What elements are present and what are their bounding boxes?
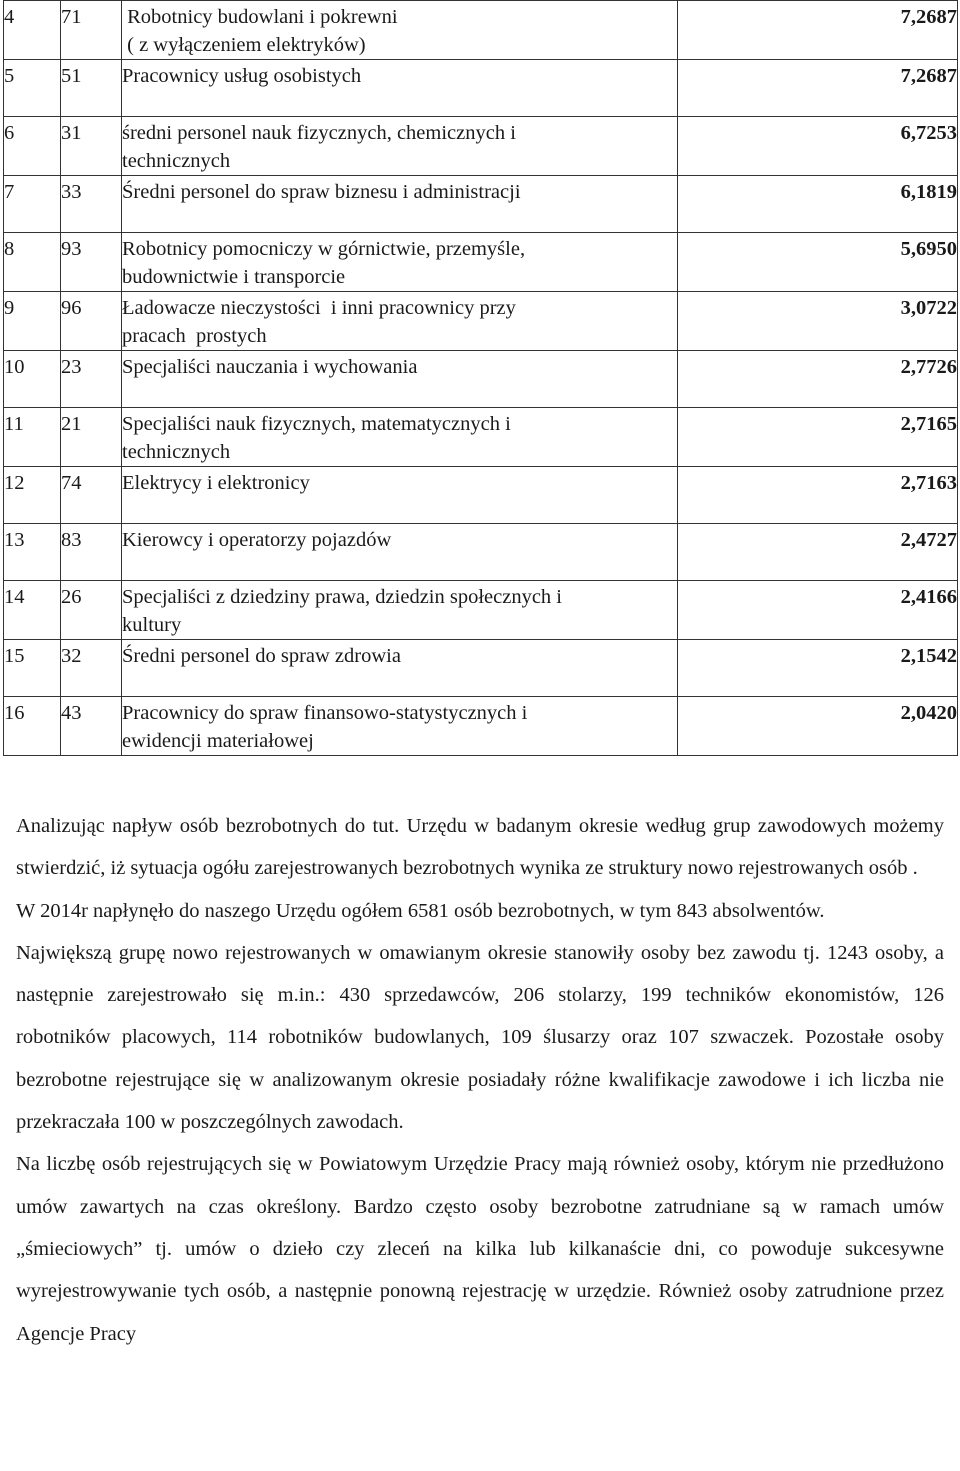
code-value: 96 [61,297,82,319]
rank-value: 14 [4,586,25,608]
rank-value: 8 [4,238,15,260]
name-line: Kierowcy i operatorzy pojazdów [122,529,392,551]
code-cell [61,1,122,60]
value-cell [678,524,958,581]
name-cell [122,1,678,60]
name-line: ewidencji materiałowej [122,730,314,752]
rank-cell [4,176,61,233]
name-line: Robotnicy pomocniczy w górnictwie, przemyśle, [122,238,526,260]
rank-value: 9 [4,297,15,319]
code-value: 83 [61,529,82,551]
value-number: 6,1819 [900,181,957,203]
value-number: 6,7253 [900,122,957,144]
rank-cell [4,292,61,351]
rank-cell [4,408,61,467]
table-row [4,1,958,60]
name-line: Pracownicy usług osobistych [122,65,362,87]
name-cell [122,117,678,176]
table-row [4,581,958,640]
name-line: Specjaliści nauk fizycznych, matematycznych i [122,413,511,435]
name-line: Robotnicy budowlani i pokrewni [122,6,398,28]
code-cell [61,292,122,351]
value-cell [678,117,958,176]
value-number: 2,7726 [900,356,957,378]
value-cell [678,176,958,233]
code-value: 43 [61,702,82,724]
table-row [4,351,958,408]
name-line: pracach prostych [122,325,267,347]
name-line: budownictwie i transporcie [122,266,346,288]
value-cell [678,1,958,60]
code-value: 26 [61,586,82,608]
table-row [4,233,958,292]
code-value: 31 [61,122,82,144]
table-row [4,176,958,233]
paragraph-largest-group: Największą grupę nowo rejestrowanych w omawianym okresie stanowiły osoby bez zawodu tj. 1243 osoby, a następnie zarejestrowało się m.in.: 430 sprzedawców, 206 stolarzy, 199 techników ekonomistów, 126 robotników placowych, 114 robotników budowlanych, 109 ślusarzy oraz 107 szwaczek. Pozostałe osoby bezrobotne rejestrujące się w analizowanym okresie posiadały różne kwalifikacje zawodowe i ich liczba nie przekraczała 100 w poszczególnych zawodach. [16,941,944,1134]
table-row [4,292,958,351]
name-cell [122,697,678,756]
rank-cell [4,233,61,292]
code-value: 21 [61,413,82,435]
table-row [4,60,958,117]
rank-value: 12 [4,472,25,494]
value-cell [678,581,958,640]
rank-cell [4,60,61,117]
code-value: 51 [61,65,82,87]
paragraph-inflow-analysis: Analizując napływ osób bezrobotnych do tut. Urzędu w badanym okresie według grup zawodowych możemy stwierdzić, iż sytuacja ogółu zarejestrowanych bezrobotnych wynika ze struktury nowo rejestrowanych osób . [16,815,944,880]
name-line: Specjaliści nauczania i wychowania [122,356,418,378]
value-number: 7,2687 [900,6,957,28]
code-cell [61,581,122,640]
rank-cell [4,117,61,176]
rank-value: 13 [4,529,25,551]
rank-cell [4,351,61,408]
code-value: 74 [61,472,82,494]
code-cell [61,640,122,697]
name-line: technicznych [122,441,231,463]
table-row [4,467,958,524]
rank-cell [4,1,61,60]
rank-cell [4,524,61,581]
name-cell [122,524,678,581]
name-cell [122,467,678,524]
rank-value: 5 [4,65,15,87]
code-cell [61,117,122,176]
value-cell [678,467,958,524]
value-number: 2,1542 [900,645,957,667]
name-line: Średni personel do spraw biznesu i administracji [122,181,521,203]
name-line: Specjaliści z dziedziny prawa, dziedzin społecznych i [122,586,562,608]
rank-value: 16 [4,702,25,724]
value-number: 2,4166 [900,586,957,608]
table-row [4,408,958,467]
rank-value: 15 [4,645,25,667]
value-cell [678,233,958,292]
table-row [4,697,958,756]
rank-cell [4,697,61,756]
occupation-table-body [4,1,958,756]
code-cell [61,408,122,467]
rank-value: 11 [4,413,24,435]
code-cell [61,176,122,233]
code-cell [61,351,122,408]
paragraph-2014-inflow: W 2014r napłynęło do naszego Urzędu ogółem 6581 osób bezrobotnych, w tym 843 absolwentów. [16,899,825,922]
rank-value: 4 [4,6,15,28]
code-cell [61,697,122,756]
name-line: średni personel nauk fizycznych, chemicznych i [122,122,516,144]
name-cell [122,640,678,697]
name-cell [122,176,678,233]
value-number: 2,7163 [900,472,957,494]
table-row [4,524,958,581]
rank-cell [4,581,61,640]
code-value: 23 [61,356,82,378]
body-text [16,805,944,1355]
name-cell [122,351,678,408]
code-cell [61,524,122,581]
occupation-table [3,0,958,756]
value-cell [678,640,958,697]
rank-value: 6 [4,122,15,144]
code-value: 33 [61,181,82,203]
code-value: 32 [61,645,82,667]
table-row [4,117,958,176]
table-row [4,640,958,697]
value-cell [678,408,958,467]
value-number: 3,0722 [900,297,957,319]
value-cell [678,60,958,117]
name-line: Średni personel do spraw zdrowia [122,645,401,667]
rank-value: 10 [4,356,25,378]
value-number: 2,4727 [900,529,957,551]
value-number: 7,2687 [900,65,957,87]
rank-cell [4,467,61,524]
name-cell [122,60,678,117]
rank-value: 7 [4,181,15,203]
name-line: Elektrycy i elektronicy [122,472,310,494]
name-line: kultury [122,614,182,636]
name-line: Ładowacze nieczystości i inni pracownicy przy [122,297,516,319]
name-line: technicznych [122,150,231,172]
paragraph-contracts: Na liczbę osób rejestrujących się w Powiatowym Urzędzie Pracy mają również osoby, którym nie przedłużono umów zawartych na czas określony. Bardzo często osoby bezrobotne zatrudniane są w ramach umów „śmieciowych” tj. umów o dzieło czy zleceń na kilka lub kilkanaście dni, co powoduje sukcesywne wyrejestrowywanie tych osób, a następnie ponowną rejestrację w urzędzie. Również osoby zatrudnione przez Agencje Pracy [16,1153,944,1345]
code-cell [61,467,122,524]
name-cell [122,233,678,292]
code-cell [61,60,122,117]
value-number: 5,6950 [900,238,957,260]
rank-cell [4,640,61,697]
name-cell [122,292,678,351]
name-line: Pracownicy do spraw finansowo-statystycznych i [122,702,528,724]
name-cell [122,581,678,640]
code-cell [61,233,122,292]
value-cell [678,351,958,408]
code-value: 71 [61,6,82,28]
code-value: 93 [61,238,82,260]
value-cell [678,292,958,351]
name-cell [122,408,678,467]
value-number: 2,7165 [900,413,957,435]
value-cell [678,697,958,756]
value-number: 2,0420 [900,702,957,724]
name-line: ( z wyłączeniem elektryków) [122,34,366,56]
